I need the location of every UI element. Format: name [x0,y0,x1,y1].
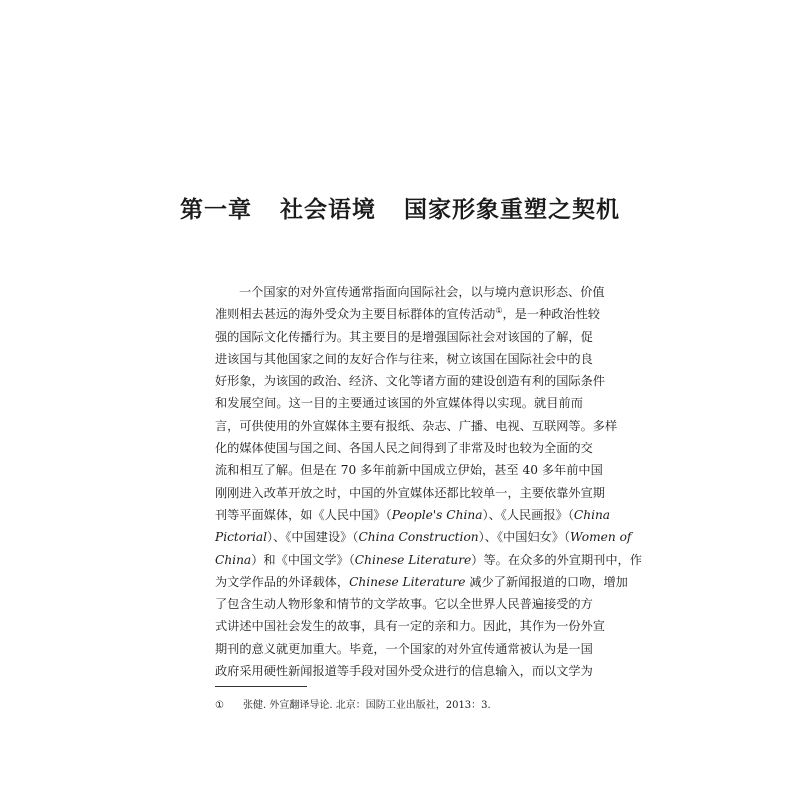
body-line: 一个国家的对外宣传通常指面向国际社会，以与境内意识形态、价值 [239,285,605,299]
footnote-mark: ① [215,700,224,711]
body-line: 准则相去甚远的海外受众为主要目标群体的宣传活动①，是一种政治性较 [215,306,600,322]
footnote-text: 张健. 外宣翻译导论. 北京：国防工业出版社，2013：3. [243,700,491,711]
body-line: 式讲述中国社会发生的故事，具有一定的亲和力。因此，其作为一份外宣 [215,619,605,634]
body-line: 进该国与其他国家之间的友好合作与往来，树立该国在国际社会中的良 [215,351,593,366]
body-line: China）和《中国文学》（Chinese Literature）等。在众多的外宣期刊中，作 [215,552,642,567]
body-line: 刊等平面媒体，如《人民中国》（People's China）、《人民画报》（China [215,507,611,522]
chapter-title-part2: 国家形象重塑之契机 [404,196,620,224]
body-line: 为文学作品的外译载体，Chinese Literature 减少了新闻报道的口吻，增加 [215,574,628,589]
chapter-title [0,191,800,224]
footnote-reference[interactable]: ① [495,306,503,316]
body-line: 了包含生动人物形象和情节的文学故事。它以全世界人民普遍接受的方 [215,597,593,612]
body-line: 好形象，为该国的政治、经济、文化等诸方面的建设创造有利的国际条件 [215,374,605,389]
chapter-number: 第一章 [180,196,252,224]
body-line: 刚刚进入改革开放之时，中国的外宣媒体还都比较单一，主要依靠外宣期 [215,485,605,500]
body-line: 和发展空间。这一目的主要通过该国的外宣媒体得以实现。就目前而 [215,396,583,411]
body-line: 期刊的意义就更加重大。毕竟，一个国家的对外宣传通常被认为是一国 [215,641,593,656]
footnote [215,696,491,711]
footnote-divider [215,686,307,687]
body-line: 政府采用硬性新闻报道等手段对国外受众进行的信息输入，而以文学为 [215,664,593,679]
body-line: 言，可供使用的外宣媒体主要有报纸、杂志、广播、电视、互联网等。多样 [215,418,618,433]
body-line: 流和相互了解。但是在 70 多年前新中国成立伊始，甚至 40 多年前中国 [215,463,603,478]
body-line: 强的国际文化传播行为。其主要目的是增强国际社会对该国的了解，促 [215,329,593,344]
body-line: 化的媒体使国与国之间、各国人民之间得到了非常及时也较为全面的交 [215,441,593,456]
body-line: Pictorial）、《中国建设》（China Construction）、《中国妇女》（Women of [215,530,632,545]
chapter-title-part1: 社会语境 [280,196,376,224]
body-text [215,281,642,682]
